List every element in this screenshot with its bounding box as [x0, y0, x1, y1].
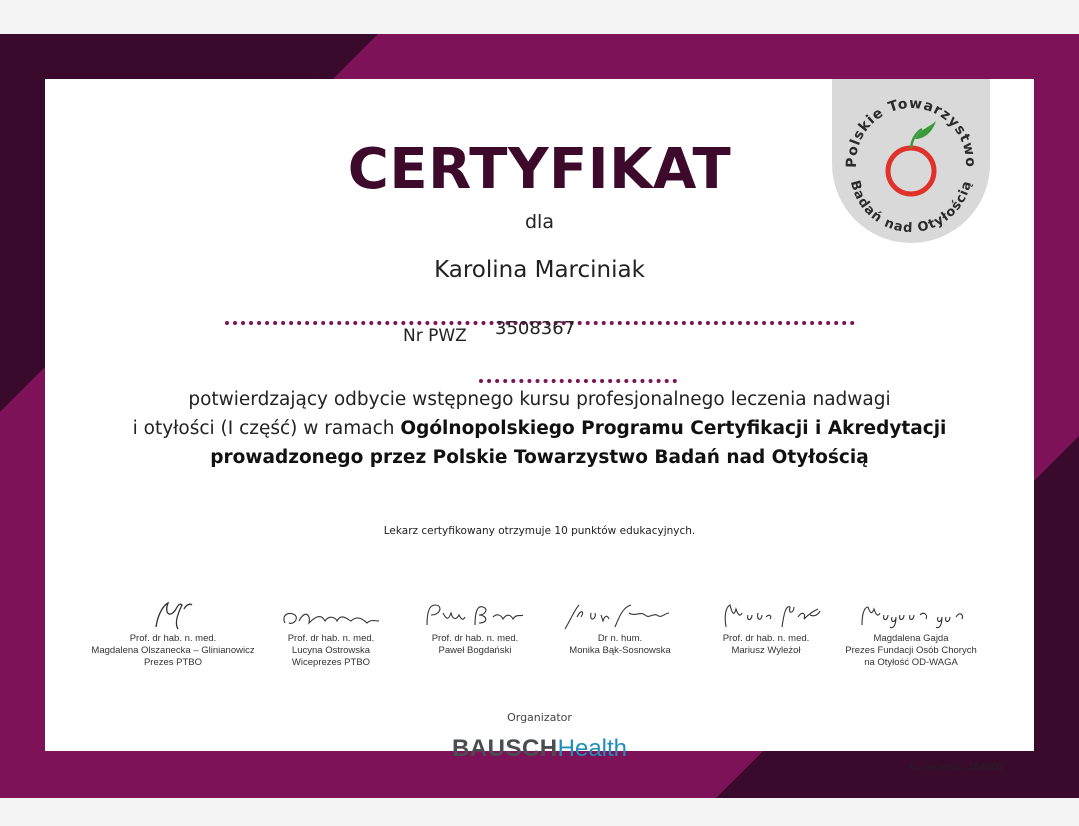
education-points-note: Lekarz certyfikowany otrzymuje 10 punktów edukacyjnych. — [383, 525, 696, 537]
handwritten-signature-5 — [706, 599, 826, 631]
handwritten-signature-1 — [128, 599, 218, 631]
logo-part-2: Health — [557, 735, 628, 762]
handwritten-signature-3 — [415, 599, 535, 631]
signatory-2-name: Lucyna Ostrowska — [291, 645, 371, 656]
signatory-1-title: Prof. dr hab. n. med. — [129, 633, 217, 644]
certificate-number-value: 264002 — [967, 762, 1004, 773]
signatory-3-name: Paweł Bogdański — [438, 645, 512, 656]
certificate-statement — [45, 385, 1034, 472]
signatory-5-name: Mariusz Wyleżoł — [731, 645, 801, 656]
signatory-6-name: Magdalena Gajda — [873, 633, 949, 644]
signatory-6-role-2: na Otyłość OD-WAGA — [864, 657, 958, 668]
statement-line-1: potwierdzający odbycie wstępnego kursu profesjonalnego leczenia nadwagi — [188, 389, 891, 410]
certificate-title: CERTYFIKAT — [347, 137, 732, 202]
signatory-5-title: Prof. dr hab. n. med. — [722, 633, 810, 644]
for-label: dla — [525, 211, 554, 233]
pwz-value: 3508367 — [495, 318, 576, 339]
pwz-dotted-line — [479, 379, 677, 383]
signatory-2-role: Wiceprezes PTBO — [291, 657, 371, 668]
signature-block-1 — [85, 599, 261, 669]
certificate-frame — [0, 34, 1079, 798]
signatory-3-title: Prof. dr hab. n. med. — [431, 633, 519, 644]
seal-text-bottom: Badań nad Otyłością — [846, 178, 976, 237]
seal-text-top: Polskie Towarzystwo — [843, 95, 979, 168]
statement-line-3-bold: prowadzonego przez Polskie Towarzystwo Badań nad Otyłością — [210, 447, 869, 468]
handwritten-signature-2 — [271, 599, 391, 631]
statement-line-2 — [45, 414, 1034, 443]
certificate-number-label: Nr certyfikatu — [910, 763, 966, 772]
signature-block-6 — [823, 599, 999, 669]
pwz-label: Nr PWZ — [403, 326, 467, 346]
certificate-sheet — [45, 79, 1034, 773]
signatory-1-role: Prezes PTBO — [143, 657, 203, 668]
statement-line-2-plain: i otyłości (I część) w ramach — [132, 418, 401, 439]
organizer-label: Organizator — [507, 711, 572, 724]
signatory-4-title: Dr n. hum. — [597, 633, 643, 644]
handwritten-signature-4 — [545, 599, 695, 631]
bausch-health-logo — [45, 735, 1034, 763]
recipient-name: Karolina Marciniak — [434, 257, 645, 283]
signatory-4-name: Monika Bąk-Sosnowska — [569, 645, 671, 656]
statement-line-2-bold: Ogólnopolskiego Programu Certyfikacji i Akredytacji — [400, 418, 947, 439]
logo-part-1: BAUSCH — [451, 735, 558, 762]
handwritten-signature-6 — [846, 599, 976, 631]
signatory-1-name: Magdalena Olszanecka – Glinianowicz — [91, 645, 255, 656]
signatory-2-title: Prof. dr hab. n. med. — [287, 633, 375, 644]
signatory-6-role: Prezes Fundacji Osób Chorych — [845, 645, 977, 656]
certificate-number — [910, 762, 1004, 773]
